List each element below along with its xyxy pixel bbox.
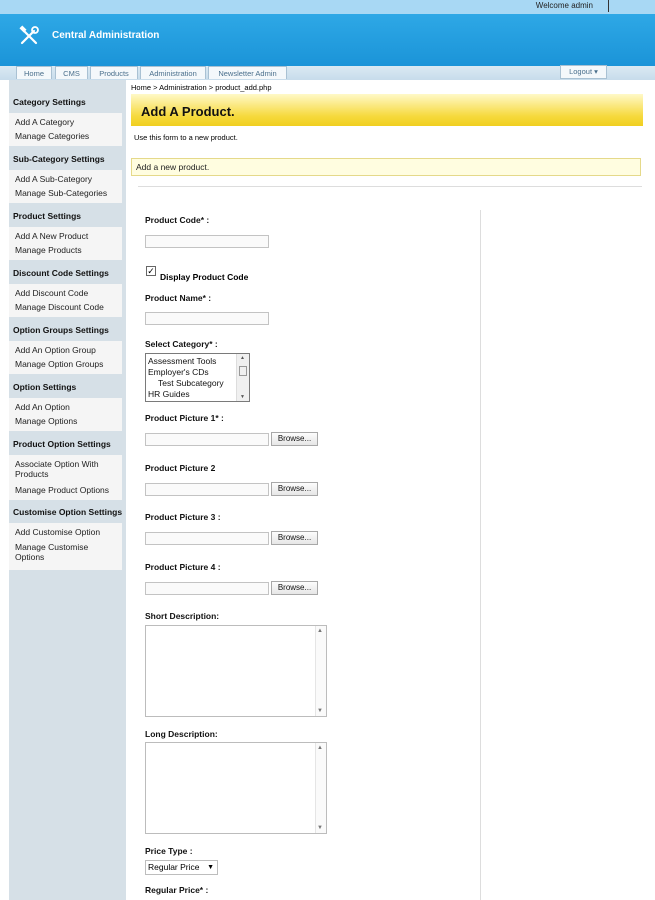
sidebar [9, 80, 126, 900]
product-code-input[interactable] [145, 235, 269, 248]
title-banner [131, 94, 643, 126]
nav-bar [0, 66, 655, 80]
sidebar-heading-customise: Customise Option Settings [13, 507, 123, 517]
product-name-label: Product Name* : [145, 293, 212, 303]
sidebar-box-product [9, 227, 122, 260]
scroll-up-icon[interactable]: ▲ [317, 628, 323, 634]
picture3-label: Product Picture 3 : [145, 512, 221, 522]
picture4-browse-button[interactable]: Browse... [271, 581, 318, 595]
sidebar-item-add-product[interactable]: Add A New Product [15, 231, 89, 241]
sidebar-heading-discount: Discount Code Settings [13, 268, 109, 278]
sidebar-item-manage-options[interactable]: Manage Options [15, 416, 78, 426]
short-description-textarea[interactable] [145, 625, 327, 717]
product-name-input[interactable] [145, 312, 269, 325]
sidebar-heading-subcategory: Sub-Category Settings [13, 154, 105, 164]
scroll-up-icon[interactable]: ▲ [317, 745, 323, 751]
topbar-divider [608, 0, 609, 12]
sidebar-box-customise [9, 523, 122, 570]
sidebar-item-manage-product-options[interactable]: Manage Product Options [15, 485, 110, 495]
display-code-label: Display Product Code [160, 272, 249, 282]
picture2-browse-button[interactable]: Browse... [271, 482, 318, 496]
tab-home[interactable]: Home [16, 66, 52, 79]
tab-newsletter-admin[interactable]: Newsletter Admin [208, 66, 287, 79]
sidebar-item-manage-option-groups[interactable]: Manage Option Groups [15, 359, 104, 369]
scroll-thumb[interactable] [239, 366, 247, 376]
tab-cms[interactable]: CMS [55, 66, 88, 79]
category-scrollbar[interactable] [236, 354, 249, 401]
sidebar-item-manage-subcategories[interactable]: Manage Sub-Categories [15, 188, 108, 198]
price-type-value: Regular Price [148, 862, 200, 872]
category-option[interactable]: Employer's CDs [148, 367, 209, 377]
sidebar-item-manage-customise[interactable]: Manage Customise Options [15, 542, 89, 562]
picture1-label: Product Picture 1* : [145, 413, 224, 423]
picture1-browse-button[interactable]: Browse... [271, 432, 318, 446]
long-description-textarea[interactable] [145, 742, 327, 834]
top-bar [0, 0, 655, 14]
scroll-down-icon[interactable]: ▼ [317, 708, 323, 714]
sidebar-item-add-category[interactable]: Add A Category [15, 117, 75, 127]
sidebar-item-add-subcategory[interactable]: Add A Sub-Category [15, 174, 93, 184]
page-title: Add A Product. [141, 104, 235, 119]
sidebar-heading-options: Option Settings [13, 382, 77, 392]
sidebar-heading-product: Product Settings [13, 211, 82, 221]
logout-button[interactable]: Logout ▾ [560, 65, 607, 79]
page-subtitle: Use this form to a new product. [134, 133, 238, 142]
short-description-label: Short Description: [145, 611, 220, 621]
form-column-divider [480, 210, 481, 900]
tab-administration[interactable]: Administration [140, 66, 206, 79]
chevron-down-icon: ▼ [207, 864, 214, 871]
divider [138, 186, 642, 187]
sidebar-box-discount [9, 284, 122, 317]
picture3-file-input[interactable] [145, 532, 269, 545]
product-code-label: Product Code* : [145, 215, 210, 225]
picture4-label: Product Picture 4 : [145, 562, 221, 572]
sidebar-item-add-customise[interactable]: Add Customise Option [15, 527, 101, 537]
price-type-select[interactable] [145, 860, 218, 875]
picture1-file-input[interactable] [145, 433, 269, 446]
category-listbox[interactable] [145, 353, 250, 402]
category-label: Select Category* : [145, 339, 218, 349]
header [0, 14, 655, 66]
sidebar-item-manage-products[interactable]: Manage Products [15, 245, 82, 255]
long-description-label: Long Description: [145, 729, 218, 739]
textarea-scrollbar[interactable] [315, 626, 326, 716]
sidebar-box-option-groups [9, 341, 122, 374]
notice-box: Add a new product. [131, 158, 641, 176]
picture2-file-input[interactable] [145, 483, 269, 496]
sidebar-heading-category: Category Settings [13, 97, 86, 107]
breadcrumb: Home > Administration > product_add.php [131, 83, 272, 92]
category-option[interactable]: HR Guides [148, 389, 190, 399]
welcome-text: Welcome admin [535, 1, 593, 10]
sidebar-box-options [9, 398, 122, 431]
scroll-up-icon[interactable]: ▲ [240, 355, 245, 361]
sidebar-item-manage-categories[interactable]: Manage Categories [15, 131, 90, 141]
tools-icon [18, 25, 40, 47]
scroll-down-icon[interactable]: ▼ [240, 394, 245, 400]
price-type-label: Price Type : [145, 846, 193, 856]
textarea-scrollbar[interactable] [315, 743, 326, 833]
sidebar-item-manage-discount[interactable]: Manage Discount Code [15, 302, 104, 312]
sidebar-item-add-discount[interactable]: Add Discount Code [15, 288, 89, 298]
scroll-down-icon[interactable]: ▼ [317, 825, 323, 831]
tab-products[interactable]: Products [90, 66, 138, 79]
sidebar-box-category [9, 113, 122, 146]
category-option[interactable]: Assessment Tools [148, 356, 217, 366]
sidebar-item-add-option[interactable]: Add An Option [15, 402, 70, 412]
category-option[interactable]: Test Subcategory [158, 378, 224, 388]
app-title: Central Administration [52, 30, 160, 41]
sidebar-item-associate-option[interactable]: Associate Option With Products [15, 459, 99, 479]
sidebar-heading-option-groups: Option Groups Settings [13, 325, 109, 335]
sidebar-heading-product-options: Product Option Settings [13, 439, 111, 449]
regular-price-label: Regular Price* : [145, 885, 209, 895]
picture4-file-input[interactable] [145, 582, 269, 595]
sidebar-item-add-option-group[interactable]: Add An Option Group [15, 345, 96, 355]
sidebar-box-subcategory [9, 170, 122, 203]
picture2-label: Product Picture 2 [145, 463, 216, 473]
display-code-checkbox[interactable]: ✓ [147, 266, 155, 276]
picture3-browse-button[interactable]: Browse... [271, 531, 318, 545]
sidebar-box-product-options [9, 455, 122, 500]
